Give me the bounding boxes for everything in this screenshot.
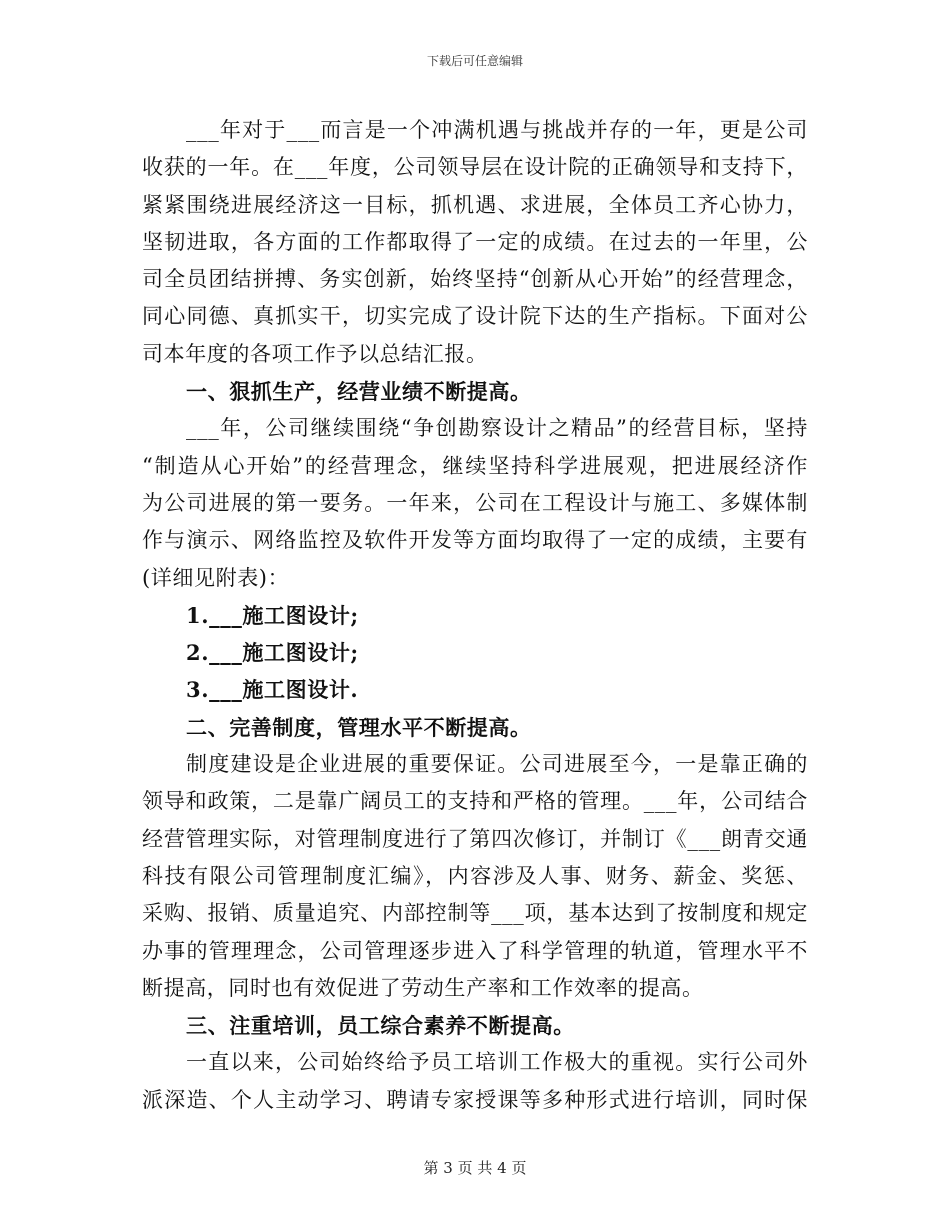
paragraph-line: ___年，公司继续围绕“争创勘察设计之精品”的经营目标，坚持 xyxy=(186,416,808,441)
paragraph-line: 司本年度的各项工作予以总结汇报。 xyxy=(142,341,488,366)
paragraph-line: 领导和政策，二是靠广阔员工的支持和严格的管理。___年，公司结合 xyxy=(142,789,808,814)
paragraph-line: 作与演示、网络监控及软件开发等方面均取得了一定的成绩，主要有 xyxy=(142,528,808,553)
paragraph-line: 科技有限公司管理制度汇编》，内容涉及人事、财务、薪金、奖惩、 xyxy=(142,863,808,888)
paragraph-line: “制造从心开始”的经营理念，继续坚持科学进展观，把进展经济作 xyxy=(142,453,808,478)
paragraph-line: 办事的管理理念，公司管理逐步进入了科学管理的轨道，管理水平不 xyxy=(142,938,808,963)
list-item: 1.___施工图设计; xyxy=(186,602,359,628)
page-footer: 第 3 页 共 4 页 xyxy=(423,1159,527,1177)
section-heading-3: 三、注重培训，员工综合素养不断提高。 xyxy=(186,1013,575,1039)
list-item: 3.___施工图设计. xyxy=(186,677,359,703)
paragraph-line: 收获的一年。在___年度，公司领导层在设计院的正确领导和支持下， xyxy=(142,155,808,180)
document-body xyxy=(142,112,808,1119)
paragraph-line: ___年对于___而言是一个冲满机遇与挑战并存的一年，更是公司 xyxy=(186,118,808,142)
paragraph-line: (详细见附表)： xyxy=(142,565,290,590)
page-header: 下载后可任意编辑 xyxy=(426,54,523,68)
section-heading-1: 一、狠抓生产，经营业绩不断提高。 xyxy=(186,379,532,405)
paragraph-line: 为公司进展的第一要务。一年来，公司在工程设计与施工、多媒体制 xyxy=(142,490,808,515)
paragraph-line: 经营管理实际，对管理制度进行了第四次修订，并制订《___朗青交通 xyxy=(142,826,808,851)
paragraph-line: 制度建设是企业进展的重要保证。公司进展至今，一是靠正确的 xyxy=(186,752,808,777)
paragraph-line: 坚韧进取，各方面的工作都取得了一定的成绩。在过去的一年里，公 xyxy=(142,229,808,254)
paragraph-line: 一直以来，公司始终给予员工培训工作极大的重视。实行公司外 xyxy=(186,1050,808,1075)
paragraph-line: 同心同德、真抓实干，切实完成了设计院下达的生产指标。下面对公 xyxy=(142,304,808,329)
paragraph-line: 紧紧围绕进展经济这一目标，抓机遇、求进展，全体员工齐心协力， xyxy=(142,192,808,217)
paragraph-line: 派深造、个人主动学习、聘请专家授课等多种形式进行培训，同时保 xyxy=(142,1087,808,1112)
section-heading-2: 二、完善制度，管理水平不断提高。 xyxy=(186,714,532,740)
paragraph-line: 断提高，同时也有效促进了劳动生产率和工作效率的提高。 xyxy=(142,975,704,1000)
paragraph-line: 司全员团结拼搏、务实创新，始终坚持“创新从心开始”的经营理念， xyxy=(142,267,808,292)
paragraph-line: 采购、报销、质量追究、内部控制等___项，基本达到了按制度和规定 xyxy=(142,901,808,926)
list-item: 2.___施工图设计; xyxy=(186,640,359,666)
